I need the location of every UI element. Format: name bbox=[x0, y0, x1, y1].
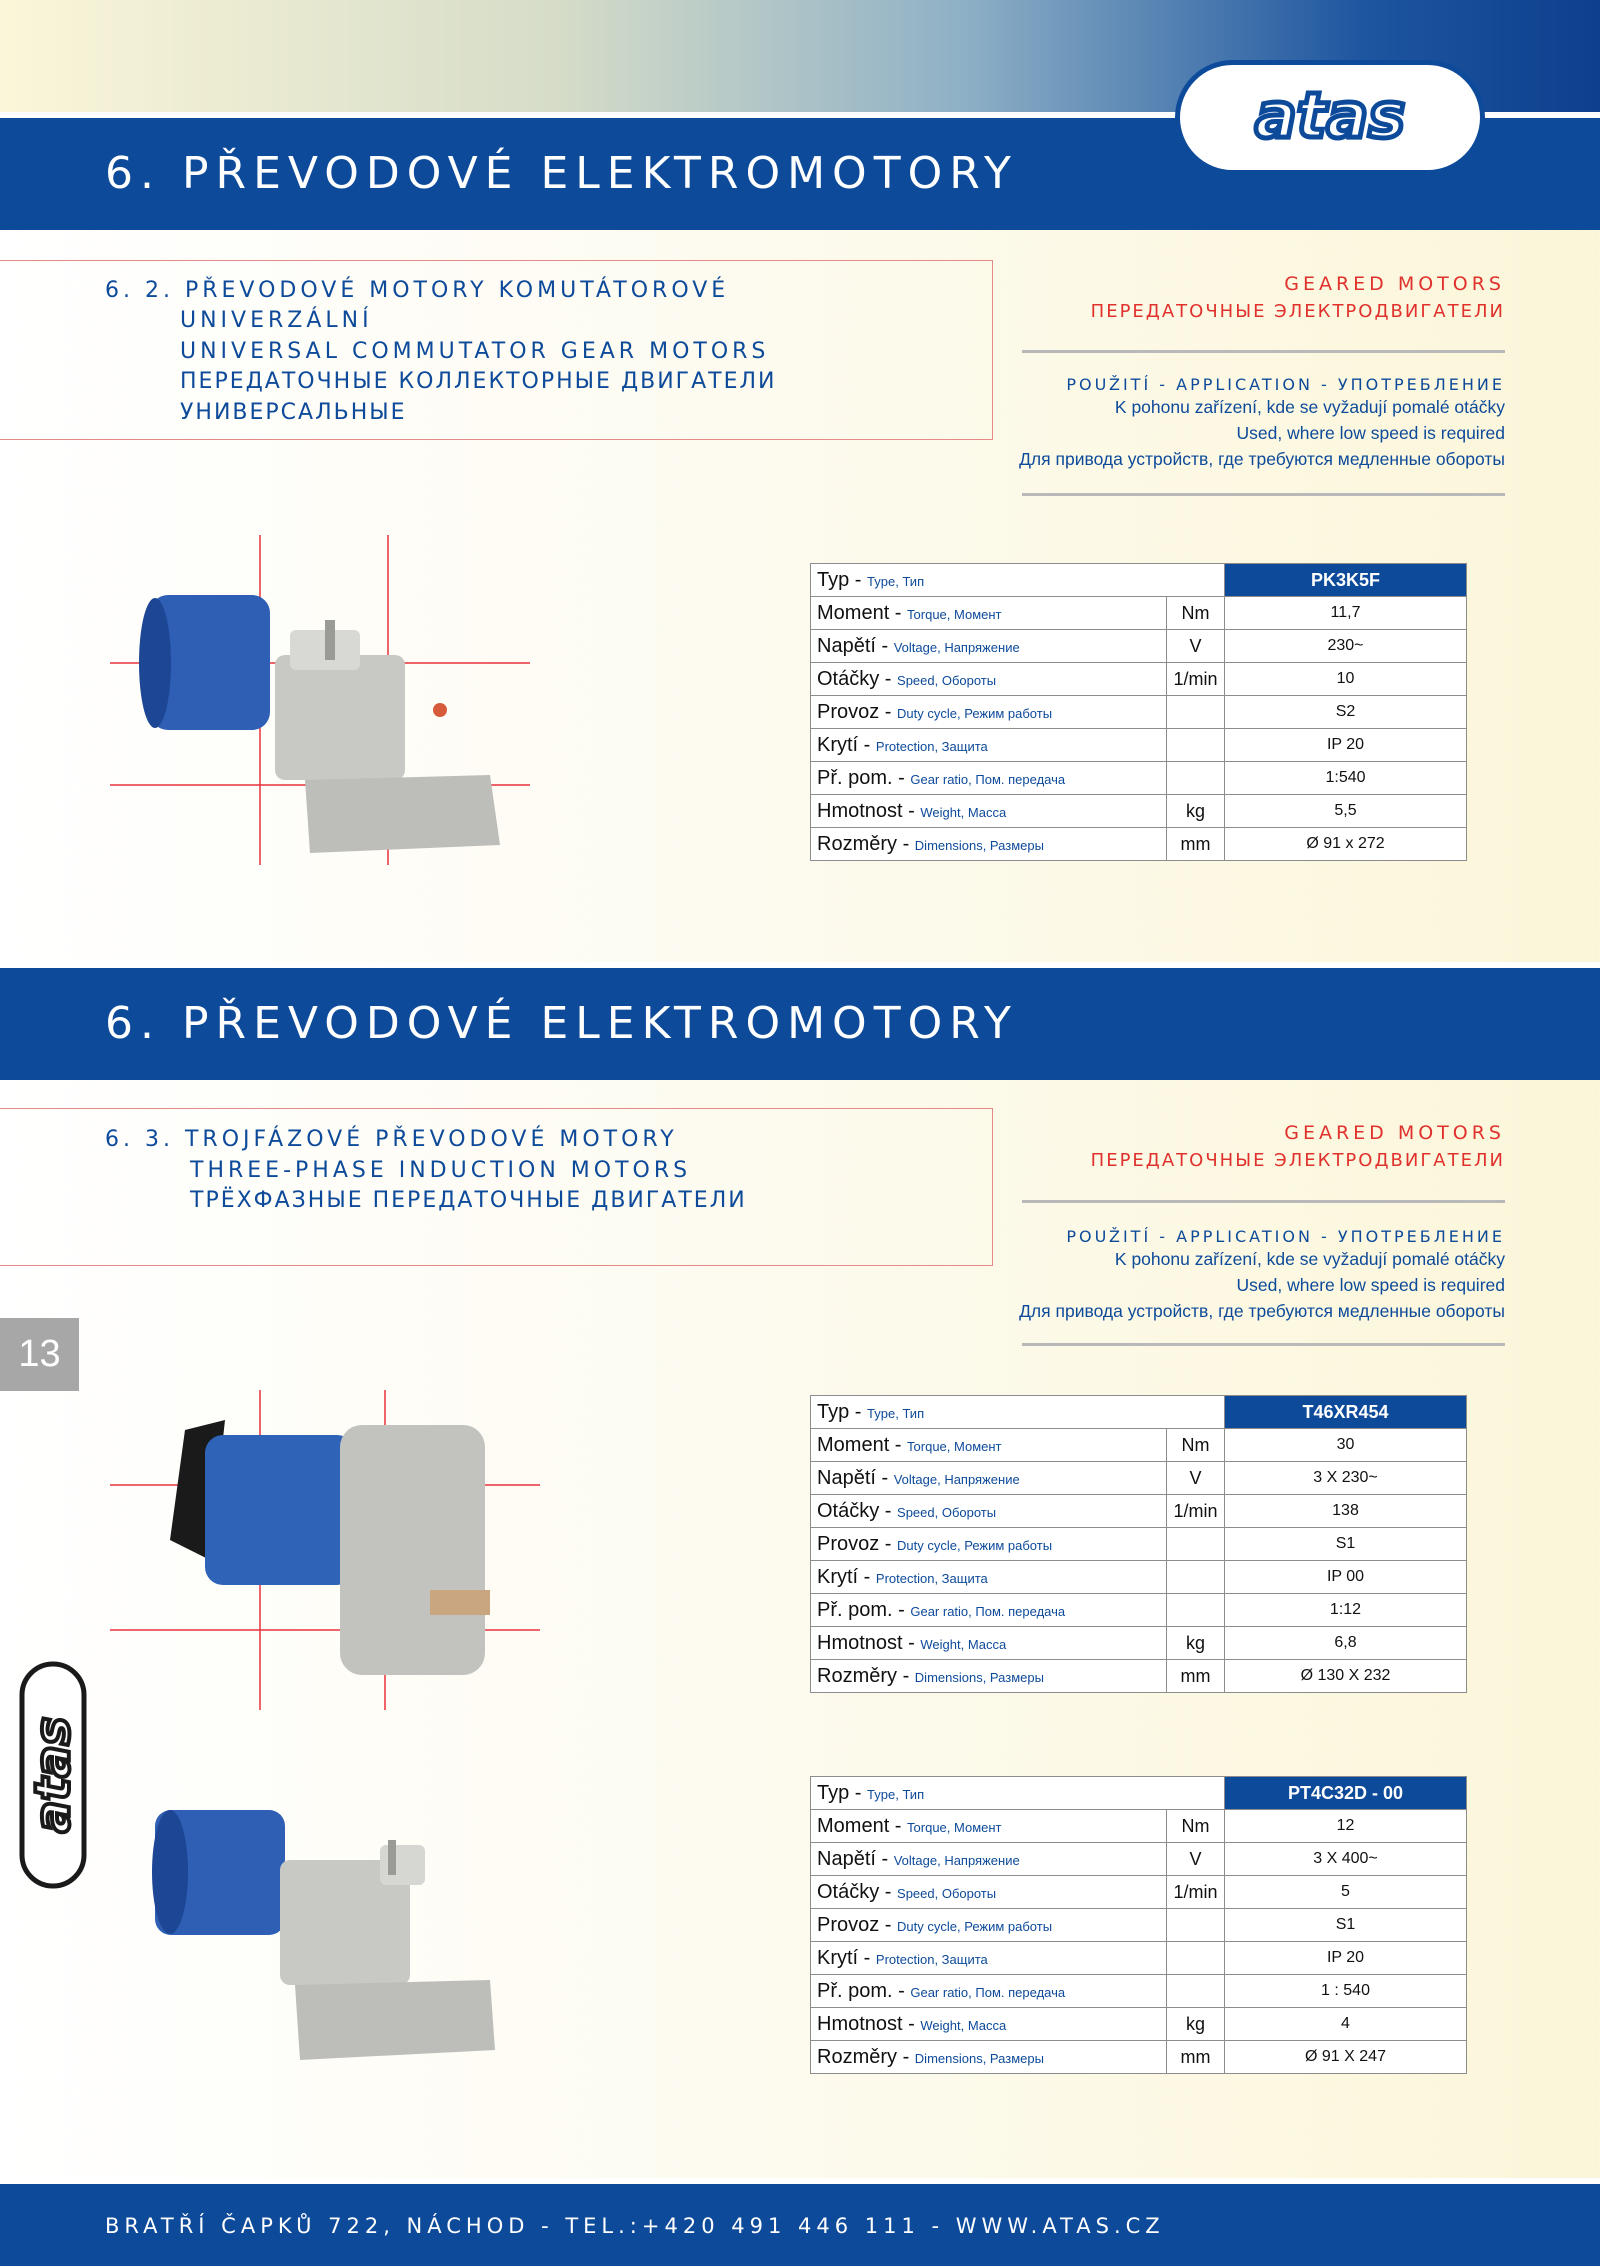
row-value: 5 bbox=[1225, 1876, 1467, 1909]
atas-logo-mark bbox=[1180, 65, 1480, 170]
row-value: 30 bbox=[1225, 1429, 1467, 1462]
footer-contact: BRATŘÍ ČAPKŮ 722, NÁCHOD - TEL.:+420 491 446 111 - WWW.ATAS.CZ bbox=[105, 2214, 1165, 2238]
table-row bbox=[811, 1777, 1467, 1810]
table-row bbox=[811, 1627, 1467, 1660]
row-unit bbox=[1167, 1528, 1225, 1561]
row-value: IP 20 bbox=[1225, 729, 1467, 762]
row-value: 230~ bbox=[1225, 630, 1467, 663]
row-label: Hmotnost - Weight, Масса bbox=[811, 1627, 1167, 1660]
row-unit bbox=[1167, 729, 1225, 762]
table-row bbox=[811, 1660, 1467, 1693]
row-unit: V bbox=[1167, 1462, 1225, 1495]
row-unit bbox=[1167, 696, 1225, 729]
table-row bbox=[811, 2041, 1467, 2074]
row-label: Př. pom. - Gear ratio, Пом. передача bbox=[811, 762, 1167, 795]
section-title: 6. PŘEVODOVÉ ELEKTROMOTORY bbox=[105, 998, 1018, 1049]
row-value: 6,8 bbox=[1225, 1627, 1467, 1660]
row-value: S1 bbox=[1225, 1909, 1467, 1942]
table-row bbox=[811, 1975, 1467, 2008]
table-row bbox=[811, 564, 1467, 597]
row-label: Typ - Type, Тип bbox=[811, 1777, 1225, 1810]
table-row bbox=[811, 1909, 1467, 1942]
row-label: Provoz - Duty cycle, Режим работы bbox=[811, 1528, 1167, 1561]
row-unit: V bbox=[1167, 630, 1225, 663]
row-value: S2 bbox=[1225, 696, 1467, 729]
svg-text:atas: atas bbox=[1254, 79, 1406, 152]
page-title: 6. PŘEVODOVÉ ELEKTROMOTORY bbox=[105, 148, 1018, 199]
row-value: 12 bbox=[1225, 1810, 1467, 1843]
row-label: Typ - Type, Тип bbox=[811, 564, 1225, 597]
table-row bbox=[811, 630, 1467, 663]
application-heading: POUŽITÍ - APPLICATION - УПОТРЕБЛЕНИЕ bbox=[1066, 375, 1505, 394]
section-6-2-title-line2: UNIVERZÁLNÍ bbox=[180, 308, 373, 333]
application-ru: Для привода устройств, где требуются медленные обороты bbox=[1019, 449, 1505, 469]
table-row bbox=[811, 1561, 1467, 1594]
table-row bbox=[811, 1876, 1467, 1909]
row-label: Moment - Torque, Момент bbox=[811, 597, 1167, 630]
row-value: Ø 91 X 247 bbox=[1225, 2041, 1467, 2074]
section-6-3-title-en: THREE-PHASE INDUCTION MOTORS bbox=[190, 1158, 692, 1183]
section-6-3-application bbox=[885, 1227, 1505, 1324]
row-label: Moment - Torque, Момент bbox=[811, 1810, 1167, 1843]
table-row bbox=[811, 1594, 1467, 1627]
row-label: Př. pom. - Gear ratio, Пом. передача bbox=[811, 1975, 1167, 2008]
row-unit bbox=[1167, 1561, 1225, 1594]
row-value: IP 00 bbox=[1225, 1561, 1467, 1594]
row-unit: 1/min bbox=[1167, 1495, 1225, 1528]
row-label: Rozměry - Dimensions, Размеры bbox=[811, 2041, 1167, 2074]
geared-motors-ru-label: ПЕРЕДАТОЧНЫЕ ЭЛЕКТРОДВИГАТЕЛИ bbox=[1090, 301, 1505, 322]
row-value: S1 bbox=[1225, 1528, 1467, 1561]
application-cz: K pohonu zařízení, kde se vyžadují pomalé otáčky bbox=[1114, 397, 1505, 417]
spec-table-pt4c32d bbox=[810, 1776, 1467, 2074]
type-value: PK3K5F bbox=[1225, 564, 1467, 597]
row-value: 138 bbox=[1225, 1495, 1467, 1528]
row-unit bbox=[1167, 762, 1225, 795]
section-6-2-right-header bbox=[885, 273, 1505, 322]
application-en: Used, where low speed is required bbox=[1236, 1275, 1505, 1295]
row-label: Otáčky - Speed, Обороты bbox=[811, 663, 1167, 696]
row-unit bbox=[1167, 1975, 1225, 2008]
row-label: Otáčky - Speed, Обороты bbox=[811, 1876, 1167, 1909]
row-value: 3 X 400~ bbox=[1225, 1843, 1467, 1876]
row-label: Otáčky - Speed, Обороты bbox=[811, 1495, 1167, 1528]
page-number: 13 bbox=[0, 1318, 79, 1391]
table-row bbox=[811, 828, 1467, 861]
table-row bbox=[811, 2008, 1467, 2041]
row-value: 1 : 540 bbox=[1225, 1975, 1467, 2008]
row-unit: mm bbox=[1167, 2041, 1225, 2074]
row-value: 4 bbox=[1225, 2008, 1467, 2041]
application-heading: POUŽITÍ - APPLICATION - УПОТРЕБЛЕНИЕ bbox=[1066, 1227, 1505, 1246]
row-label: Napětí - Voltage, Напряжение bbox=[811, 1843, 1167, 1876]
section-6-2-title-en: UNIVERSAL COMMUTATOR GEAR MOTORS bbox=[180, 339, 770, 364]
row-label: Krytí - Protection, Защита bbox=[811, 729, 1167, 762]
row-unit: kg bbox=[1167, 1627, 1225, 1660]
row-label: Krytí - Protection, Защита bbox=[811, 1561, 1167, 1594]
product-image-t46xr454 bbox=[110, 1390, 550, 1710]
product-image-pt4c32d bbox=[140, 1770, 520, 2070]
row-label: Napětí - Voltage, Напряжение bbox=[811, 1462, 1167, 1495]
geared-motors-label: GEARED MOTORS bbox=[1284, 273, 1505, 295]
table-row bbox=[811, 1942, 1467, 1975]
row-value: Ø 130 X 232 bbox=[1225, 1660, 1467, 1693]
row-label: Krytí - Protection, Защита bbox=[811, 1942, 1167, 1975]
geared-motors-label: GEARED MOTORS bbox=[1284, 1122, 1505, 1144]
row-label: Moment - Torque, Момент bbox=[811, 1429, 1167, 1462]
row-label: Př. pom. - Gear ratio, Пом. передача bbox=[811, 1594, 1167, 1627]
table-row bbox=[811, 1843, 1467, 1876]
row-unit: 1/min bbox=[1167, 1876, 1225, 1909]
row-unit bbox=[1167, 1594, 1225, 1627]
svg-text:atas: atas bbox=[25, 1716, 81, 1834]
application-cz: K pohonu zařízení, kde se vyžadují pomalé otáčky bbox=[1114, 1249, 1505, 1269]
table-row bbox=[811, 1429, 1467, 1462]
atas-logo bbox=[1175, 60, 1485, 175]
divider bbox=[1022, 1200, 1505, 1203]
row-label: Hmotnost - Weight, Масса bbox=[811, 2008, 1167, 2041]
divider bbox=[1022, 350, 1505, 353]
atas-side-logo bbox=[18, 1660, 88, 1890]
row-unit: V bbox=[1167, 1843, 1225, 1876]
table-row bbox=[811, 1495, 1467, 1528]
section-6-2-title-ru-2: УНИВЕРСАЛЬНЫЕ bbox=[180, 400, 407, 425]
divider bbox=[1022, 1343, 1505, 1346]
type-value: PT4C32D - 00 bbox=[1225, 1777, 1467, 1810]
row-unit: mm bbox=[1167, 1660, 1225, 1693]
section-6-2-title-ru: ПЕРЕДАТОЧНЫЕ КОЛЛЕКТОРНЫЕ ДВИГАТЕЛИ bbox=[180, 369, 777, 394]
divider bbox=[1022, 493, 1505, 496]
section-6-3-right-header bbox=[885, 1122, 1505, 1171]
row-unit: kg bbox=[1167, 2008, 1225, 2041]
row-unit: kg bbox=[1167, 795, 1225, 828]
table-row bbox=[811, 1396, 1467, 1429]
row-unit: Nm bbox=[1167, 1810, 1225, 1843]
row-label: Typ - Type, Тип bbox=[811, 1396, 1225, 1429]
application-en: Used, where low speed is required bbox=[1236, 423, 1505, 443]
row-label: Napětí - Voltage, Напряжение bbox=[811, 630, 1167, 663]
table-row bbox=[811, 1810, 1467, 1843]
row-unit: 1/min bbox=[1167, 663, 1225, 696]
row-label: Rozměry - Dimensions, Размеры bbox=[811, 828, 1167, 861]
section-6-2-title: 6. 2. PŘEVODOVÉ MOTORY KOMUTÁTOROVÉ bbox=[105, 278, 730, 303]
row-value: 1:12 bbox=[1225, 1594, 1467, 1627]
spec-table-pk3k5f bbox=[810, 563, 1467, 861]
section-6-2-application bbox=[885, 375, 1505, 472]
row-value: 1:540 bbox=[1225, 762, 1467, 795]
row-label: Rozměry - Dimensions, Размеры bbox=[811, 1660, 1167, 1693]
row-label: Hmotnost - Weight, Масса bbox=[811, 795, 1167, 828]
footer bbox=[0, 2178, 1600, 2266]
application-ru: Для привода устройств, где требуются медленные обороты bbox=[1019, 1301, 1505, 1321]
row-unit bbox=[1167, 1909, 1225, 1942]
row-unit: Nm bbox=[1167, 597, 1225, 630]
table-row bbox=[811, 663, 1467, 696]
row-unit: mm bbox=[1167, 828, 1225, 861]
row-value: IP 20 bbox=[1225, 1942, 1467, 1975]
table-row bbox=[811, 597, 1467, 630]
row-value: Ø 91 x 272 bbox=[1225, 828, 1467, 861]
row-unit bbox=[1167, 1942, 1225, 1975]
product-image-pk3k5f bbox=[110, 535, 540, 865]
type-value: T46XR454 bbox=[1225, 1396, 1467, 1429]
table-row bbox=[811, 762, 1467, 795]
row-value: 3 X 230~ bbox=[1225, 1462, 1467, 1495]
geared-motors-ru-label: ПЕРЕДАТОЧНЫЕ ЭЛЕКТРОДВИГАТЕЛИ bbox=[1090, 1150, 1505, 1171]
section-6-3-title: 6. 3. TROJFÁZOVÉ PŘEVODOVÉ MOTORY bbox=[105, 1127, 678, 1152]
row-value: 11,7 bbox=[1225, 597, 1467, 630]
spec-table-t46xr454 bbox=[810, 1395, 1467, 1693]
table-row bbox=[811, 1528, 1467, 1561]
table-row bbox=[811, 696, 1467, 729]
row-label: Provoz - Duty cycle, Режим работы bbox=[811, 1909, 1167, 1942]
row-label: Provoz - Duty cycle, Режим работы bbox=[811, 696, 1167, 729]
table-row bbox=[811, 795, 1467, 828]
section-6-3-title-ru: ТРЁХФАЗНЫЕ ПЕРЕДАТОЧНЫЕ ДВИГАТЕЛИ bbox=[190, 1188, 747, 1213]
row-value: 10 bbox=[1225, 663, 1467, 696]
section-banner bbox=[0, 962, 1600, 1080]
row-unit: Nm bbox=[1167, 1429, 1225, 1462]
table-row bbox=[811, 729, 1467, 762]
row-value: 5,5 bbox=[1225, 795, 1467, 828]
table-row bbox=[811, 1462, 1467, 1495]
